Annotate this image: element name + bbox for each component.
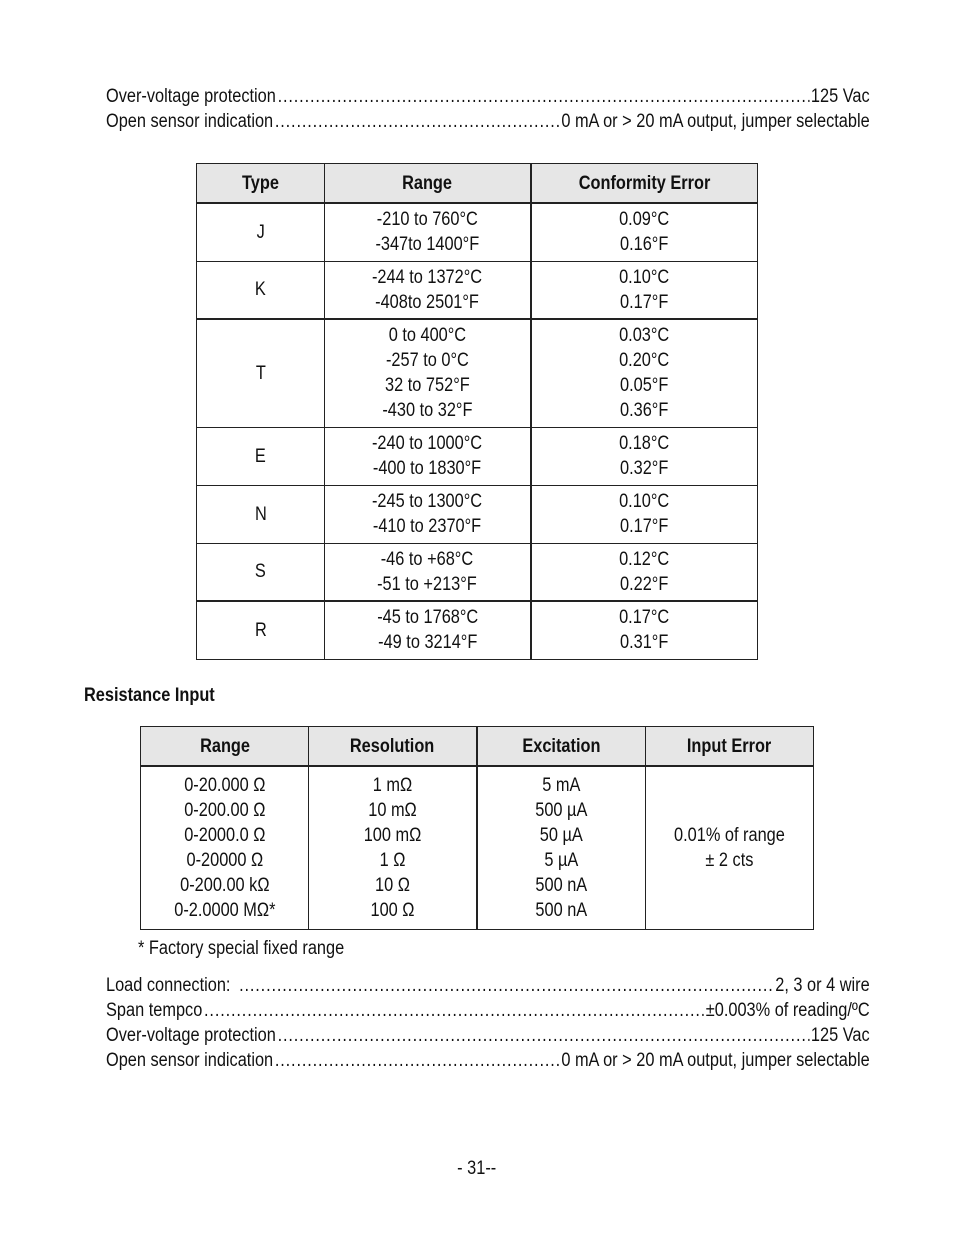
spec-label: Open sensor indication bbox=[106, 111, 274, 132]
cell-range: -45 to 1768°C -49 to 3214°F bbox=[324, 601, 531, 659]
spec-value: ±0.003% of reading/ºC bbox=[705, 1000, 870, 1021]
header-conformity-error: Conformity Error bbox=[531, 164, 758, 204]
cell-excitation: 5 mA 500 µA 50 µA 5 µA 500 nA 500 nA bbox=[477, 766, 645, 930]
header-type: Type bbox=[197, 164, 325, 204]
spec-line-open-sensor bbox=[106, 1048, 870, 1073]
cell-type: N bbox=[197, 485, 325, 543]
table-row bbox=[197, 261, 758, 319]
cell-range: -245 to 1300°C -410 to 2370°F bbox=[324, 485, 531, 543]
cell-range: -240 to 1000°C -400 to 1830°F bbox=[324, 427, 531, 485]
cell-type: R bbox=[197, 601, 325, 659]
table-row bbox=[197, 427, 758, 485]
thermocouple-table-body bbox=[197, 203, 758, 659]
header-range: Range bbox=[324, 164, 531, 204]
header-range: Range bbox=[141, 727, 309, 767]
table-header-row bbox=[141, 727, 814, 767]
thermocouple-table bbox=[196, 163, 758, 660]
cell-range: -46 to +68°C -51 to +213°F bbox=[324, 543, 531, 601]
table-row bbox=[197, 485, 758, 543]
leader-dots bbox=[275, 1048, 560, 1073]
cell-range: -210 to 760°C -347to 1400°F bbox=[324, 203, 531, 261]
section-heading: Resistance Input bbox=[84, 685, 215, 706]
spec-value: 2, 3 or 4 wire bbox=[775, 975, 870, 996]
spec-value: 0 mA or > 20 mA output, jumper selectable bbox=[561, 1050, 870, 1071]
cell-range: -244 to 1372°C -408to 2501°F bbox=[324, 261, 531, 319]
cell-range: 0 to 400°C -257 to 0°C 32 to 752°F -430 to 32°F bbox=[324, 319, 531, 427]
leader-dots bbox=[278, 84, 810, 109]
spec-value: 125 Vac bbox=[810, 1025, 870, 1046]
spec-label: Over-voltage protection bbox=[106, 86, 276, 107]
spec-line-load-connection bbox=[106, 973, 870, 998]
cell-type: S bbox=[197, 543, 325, 601]
cell-conformity-error: 0.09°C 0.16°F bbox=[531, 203, 758, 261]
cell-conformity-error: 0.03°C 0.20°C 0.05°F 0.36°F bbox=[531, 319, 758, 427]
header-resolution: Resolution bbox=[309, 727, 477, 767]
leader-dots bbox=[275, 109, 560, 134]
table-row bbox=[141, 766, 814, 930]
cell-conformity-error: 0.10°C 0.17°F bbox=[531, 261, 758, 319]
leader-dots bbox=[278, 1023, 810, 1048]
spec-label: Load connection: bbox=[106, 975, 231, 996]
spec-label: Open sensor indication bbox=[106, 1050, 274, 1071]
spec-label: Span tempco bbox=[106, 1000, 203, 1021]
cell-resolution: 1 mΩ 10 mΩ 100 mΩ 1 Ω 10 Ω 100 Ω bbox=[309, 766, 477, 930]
cell-conformity-error: 0.17°C 0.31°F bbox=[531, 601, 758, 659]
header-input-error: Input Error bbox=[645, 727, 813, 767]
spec-value: 0 mA or > 20 mA output, jumper selectable bbox=[561, 111, 870, 132]
cell-conformity-error: 0.10°C 0.17°F bbox=[531, 485, 758, 543]
cell-type: K bbox=[197, 261, 325, 319]
cell-input-error: 0.01% of range ± 2 cts bbox=[645, 766, 813, 930]
cell-conformity-error: 0.18°C 0.32°F bbox=[531, 427, 758, 485]
table-row bbox=[197, 319, 758, 427]
spec-line-over-voltage bbox=[106, 1023, 870, 1048]
table-header-row bbox=[197, 164, 758, 204]
cell-type: E bbox=[197, 427, 325, 485]
table-row bbox=[197, 543, 758, 601]
leader-dots bbox=[239, 973, 773, 998]
page-number: - 31-- bbox=[457, 1158, 497, 1179]
resistance-table bbox=[140, 726, 814, 930]
spec-line-over-voltage bbox=[106, 84, 870, 109]
spec-line-span-tempco bbox=[106, 998, 870, 1023]
table-row bbox=[197, 601, 758, 659]
header-excitation: Excitation bbox=[477, 727, 645, 767]
table-row bbox=[197, 203, 758, 261]
spec-label: Over-voltage protection bbox=[106, 1025, 276, 1046]
cell-type: J bbox=[197, 203, 325, 261]
cell-range: 0-20.000 Ω 0-200.00 Ω 0-2000.0 Ω 0-20000 Ω 0-200.00 kΩ 0-2.0000 MΩ* bbox=[141, 766, 309, 930]
cell-type: T bbox=[197, 319, 325, 427]
leader-dots bbox=[204, 998, 704, 1023]
footnote: * Factory special fixed range bbox=[138, 938, 345, 959]
spec-line-open-sensor bbox=[106, 109, 870, 134]
cell-conformity-error: 0.12°C 0.22°F bbox=[531, 543, 758, 601]
spec-value: 125 Vac bbox=[810, 86, 870, 107]
